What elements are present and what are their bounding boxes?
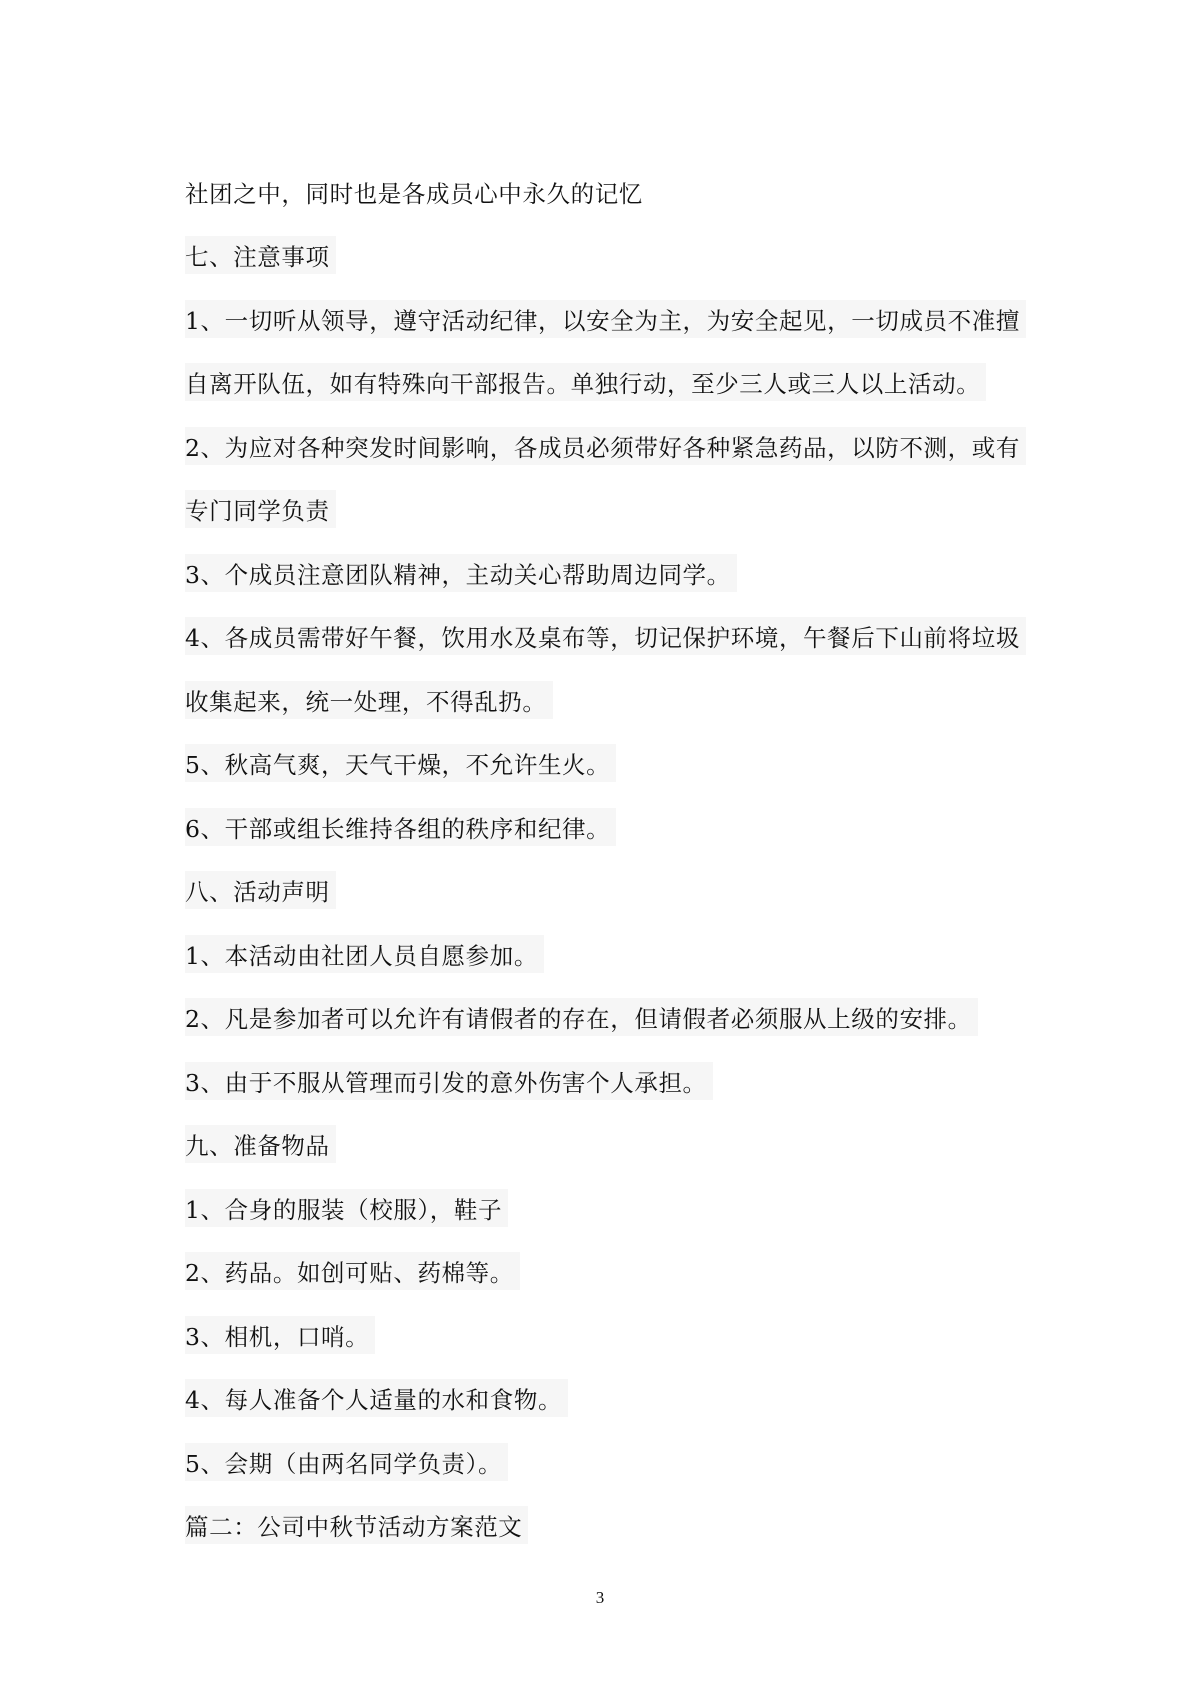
line-text: 4、各成员需带好午餐，饮用水及桌布等，切记保护环境，午餐后下山前将垃圾 [185, 617, 1026, 655]
text-line [185, 1049, 1045, 1113]
line-text: 4、每人准备个人适量的水和食物。 [185, 1379, 568, 1417]
text-line [185, 1240, 1045, 1304]
section-heading-statement [185, 859, 1045, 923]
text-line [185, 922, 1045, 986]
section-heading-supplies [185, 1113, 1045, 1177]
line-text: 1、本活动由社团人员自愿参加。 [185, 935, 544, 973]
line-text: 2、药品。如创可贴、药棉等。 [185, 1252, 520, 1290]
line-text: 专门同学负责 [185, 490, 336, 528]
line-text: 1、一切听从领导，遵守活动纪律，以安全为主，为安全起见，一切成员不准擅 [185, 300, 1026, 338]
line-text: 6、干部或组长维持各组的秩序和纪律。 [185, 808, 616, 846]
line-text: 2、凡是参加者可以允许有请假者的存在，但请假者必须服从上级的安排。 [185, 998, 978, 1036]
text-line [185, 732, 1045, 796]
heading-text: 八、活动声明 [185, 871, 336, 909]
line-text: 2、为应对各种突发时间影响，各成员必须带好各种紧急药品，以防不测，或有 [185, 427, 1026, 465]
line-text: 5、会期（由两名同学负责）。 [185, 1443, 508, 1481]
text-line [185, 1176, 1045, 1240]
text-line [185, 160, 1045, 224]
line-text: 3、个成员注意团队精神，主动关心帮助周边同学。 [185, 554, 737, 592]
text-line [185, 1430, 1045, 1494]
heading-text: 篇二：公司中秋节活动方案范文 [185, 1506, 528, 1544]
line-text: 收集起来，统一处理，不得乱扔。 [185, 681, 553, 719]
line-text: 自离开队伍，如有特殊向干部报告。单独行动，至少三人或三人以上活动。 [185, 363, 986, 401]
section-heading-notes [185, 224, 1045, 288]
text-line [185, 541, 1045, 605]
line-text: 社团之中，同时也是各成员心中永久的记忆 [185, 179, 643, 208]
text-line [185, 414, 1045, 478]
text-line [185, 287, 1045, 351]
heading-text: 七、注意事项 [185, 236, 336, 274]
text-line [185, 351, 1045, 415]
text-line [185, 668, 1045, 732]
line-text: 3、相机，口哨。 [185, 1316, 375, 1354]
text-line [185, 1367, 1045, 1431]
document-body [185, 160, 1045, 1557]
text-line [185, 478, 1045, 542]
line-text: 1、合身的服装（校服），鞋子 [185, 1189, 508, 1227]
text-line [185, 986, 1045, 1050]
text-line [185, 1303, 1045, 1367]
text-line [185, 795, 1045, 859]
section-heading-part-two [185, 1494, 1045, 1558]
line-text: 5、秋高气爽，天气干燥，不允许生火。 [185, 744, 616, 782]
line-text: 3、由于不服从管理而引发的意外伤害个人承担。 [185, 1062, 713, 1100]
page-number: 3 [595, 1588, 605, 1607]
heading-text: 九、准备物品 [185, 1125, 336, 1163]
text-line [185, 605, 1045, 669]
